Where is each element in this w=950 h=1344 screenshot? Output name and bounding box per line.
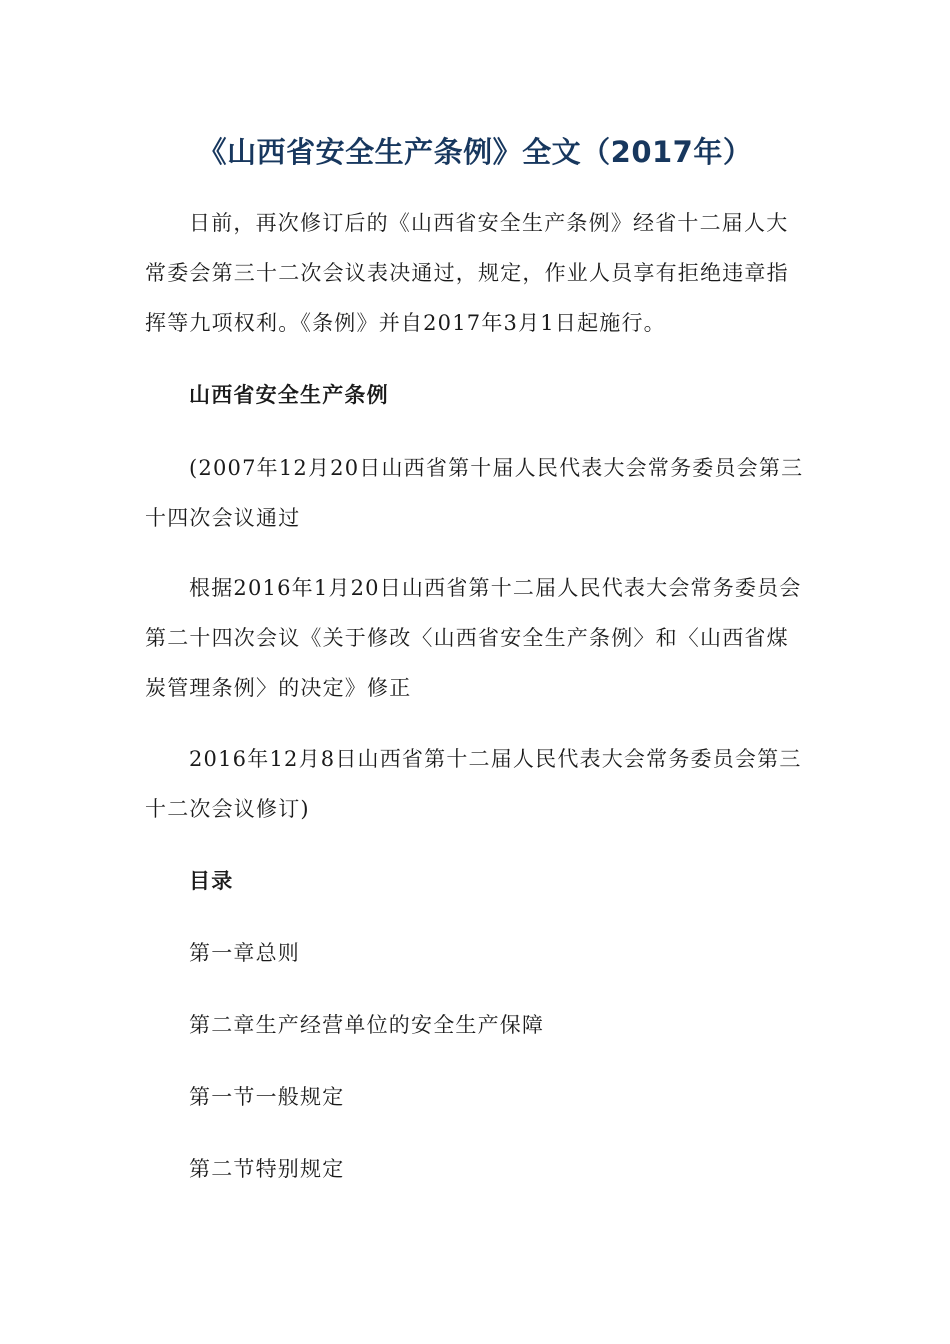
toc-item: 第一节一般规定 (189, 1085, 345, 1109)
toc-item: 第一章总则 (189, 941, 300, 965)
history-paragraph: 2016年12月8日山西省第十二届人民代表大会常务委员会第三十二次会议修订) (145, 747, 802, 821)
history-paragraph: (2007年12月20日山西省第十届人民代表大会常务委员会第三十四次会议通过 (145, 456, 804, 530)
law-name-heading: 山西省安全生产条例 (189, 383, 389, 407)
document-title: 《山西省安全生产条例》全文（2017年） (197, 135, 753, 169)
intro-paragraph: 日前，再次修订后的《山西省安全生产条例》经省十二届人大常委会第三十二次会议表决通过，规定，作业人员享有拒绝违章指挥等九项权利。《条例》并自2017年3月1日起施行。 (145, 211, 789, 335)
history-paragraph: 根据2016年1月20日山西省第十二届人民代表大会常务委员会第二十四次会议《关于修改〈山西省安全生产条例〉和〈山西省煤炭管理条例〉的决定》修正 (145, 576, 802, 700)
toc-item: 第二章生产经营单位的安全生产保障 (189, 1013, 545, 1037)
toc-item: 第二节特别规定 (189, 1157, 345, 1181)
toc-heading: 目录 (189, 869, 234, 893)
